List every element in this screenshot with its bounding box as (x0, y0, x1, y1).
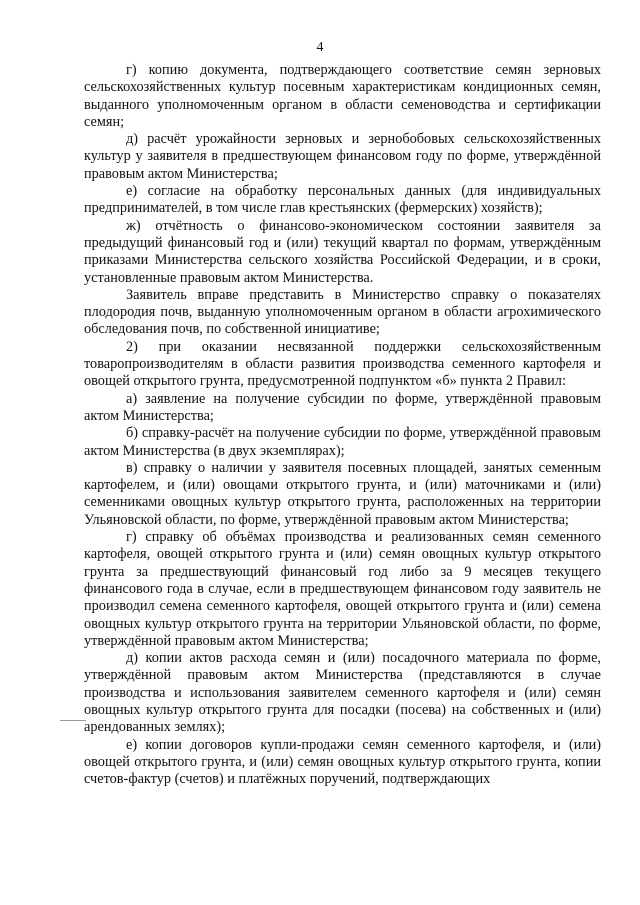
paragraph-item-e-purchase-contracts: е) копии договоров купли-продажи семян семенного картофеля, и (или) овощей открытого грунта, и (или) семян овощных культур открытого грунта, копии счетов-фактур (счетов) и платёжных поручений, подтверждающих (84, 736, 601, 788)
paragraph-item-d-yield-calculation: д) расчёт урожайности зерновых и зернобобовых сельскохозяйственных культур у заявителя в предшествующем финансовом году по форме, утверждённой правовым актом Министерства; (84, 131, 601, 182)
paragraph-item-g-production-volume: г) справку об объёмах производства и реализованных семян семенного картофеля, овощей открытого грунта и (или) семян овощных культур открытого грунта за предшествующий финансовый год либо за 9 месяцев текущего финансового года в случае, если в предшествующем финансовом году заявитель не производил семена семенного картофеля, овощей открытого грунта и (или) семена овощных культур открытого грунта на территории Ульяновской области, по форме, утверждённой правовым актом Министерства; (84, 529, 601, 649)
paragraph-item-g-seed-certificate: г) копию документа, подтверждающего соответствие семян зерновых сельскохозяйственных культур посевным характеристикам кондиционных семян, выданного уполномоченным органом в области семеноводства и сертификации семян; (84, 62, 601, 130)
document-body (84, 62, 601, 788)
paragraph-section-2-intro: 2) при оказании несвязанной поддержки сельскохозяйственным товаропроизводителям в области развития производства семенного картофеля и овощей открытого грунта, предусмотренной подпунктом «б» пункта 2 Правил: (84, 338, 601, 390)
paragraph-item-v-sown-area-certificate: в) справку о наличии у заявителя посевных площадей, занятых семенным картофелем, и (или) овощами открытого грунта, и (или) маточниками и (или) семенниками овощных культур открытого грунта, расположенных на территории Ульяновской области, по форме, утверждённой правовым актом Министерства; (84, 459, 601, 528)
margin-scan-mark (60, 720, 86, 721)
paragraph-item-b-calculation-certificate: б) справку-расчёт на получение субсидии по форме, утверждённой правовым актом Министерства (в двух экземплярах); (84, 425, 601, 459)
paragraph-item-e-personal-data-consent: е) согласие на обработку персональных данных (для индивидуальных предпринимателей, в том числе глав крестьянских (фермерских) хозяйств); (84, 183, 601, 217)
paragraph-item-d-seed-consumption-acts: д) копии актов расхода семян и (или) посадочного материала по форме, утверждённой правовым актом Министерства (представляются в случае производства и использования заявителем семенного картофеля и (или) семян овощных культур открытого грунта для посадки (посева) на собственных и (или) арендованных землях); (84, 650, 601, 736)
paragraph-soil-fertility-note: Заявитель вправе представить в Министерство справку о показателях плодородия почв, выданную уполномоченным органом в области агрохимического обследования почв, по собственной инициативе; (84, 286, 601, 338)
page-number: 4 (316, 40, 324, 55)
paragraph-item-zh-financial-report: ж) отчётность о финансово-экономическом состоянии заявителя за предыдущий финансовый год и (или) текущий квартал по формам, утверждённым приказами Министерства сельского хозяйства Российской Федерации, и в сроки, установленные правовым актом Министерства. (84, 217, 601, 286)
paragraph-item-a-application: а) заявление на получение субсидии по форме, утверждённой правовым актом Министерства; (84, 390, 601, 424)
